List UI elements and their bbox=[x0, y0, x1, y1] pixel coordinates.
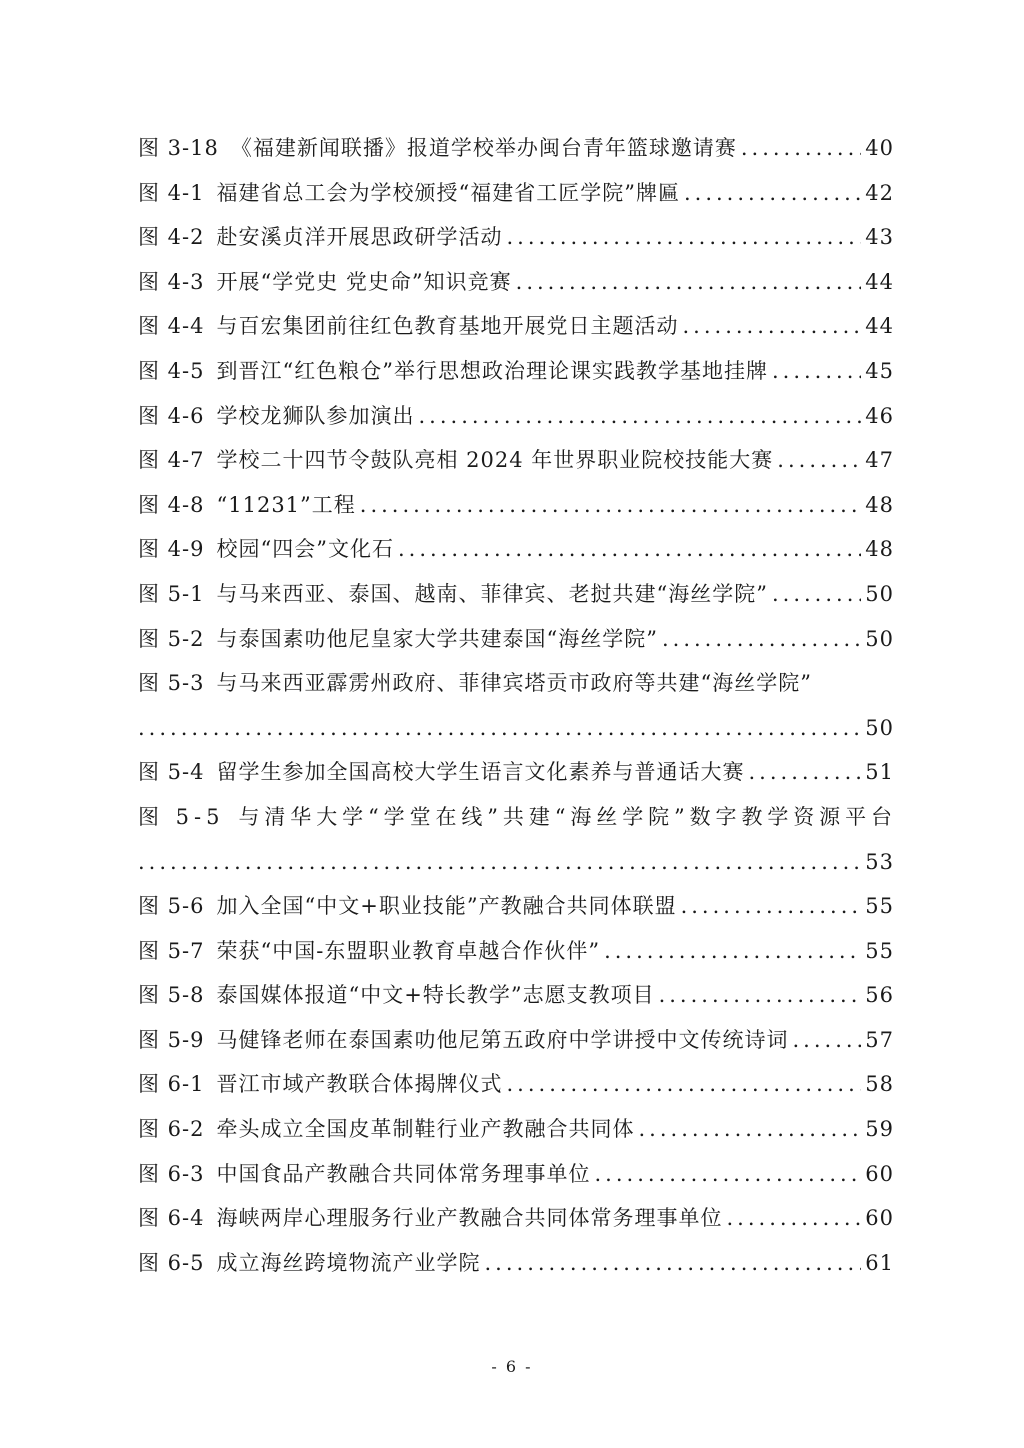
toc-entry[interactable] bbox=[138, 1152, 894, 1197]
toc-entry-continuation[interactable] bbox=[138, 840, 894, 885]
page-ref: 44 bbox=[865, 314, 894, 339]
toc-entry[interactable] bbox=[138, 617, 894, 662]
figure-label: 图 4-6 bbox=[138, 403, 205, 428]
toc-entry[interactable] bbox=[138, 884, 894, 929]
figure-title: 开展“学党史 党史命”知识竞赛 bbox=[216, 269, 512, 294]
figure-title: 海峡两岸心理服务行业产教融合共同体常务理事单位 bbox=[216, 1206, 723, 1231]
toc-entry[interactable] bbox=[138, 483, 894, 528]
page-ref: 55 bbox=[865, 938, 894, 963]
toc-entry[interactable] bbox=[138, 438, 894, 483]
figure-title: 马健锋老师在泰国素叻他尼第五政府中学讲授中文传统诗词 bbox=[216, 1027, 789, 1052]
toc-entry[interactable] bbox=[138, 661, 894, 706]
figure-title: 赴安溪贞洋开展思政研学活动 bbox=[216, 225, 503, 250]
figure-title: 中国食品产教融合共同体常务理事单位 bbox=[216, 1161, 591, 1186]
toc-entry[interactable] bbox=[138, 1018, 894, 1063]
figure-label: 图 4-9 bbox=[138, 537, 205, 562]
figure-title: 牵头成立全国皮革制鞋行业产教融合共同体 bbox=[216, 1117, 635, 1142]
figure-label: 图 4-4 bbox=[138, 314, 205, 339]
toc-entry[interactable] bbox=[138, 171, 894, 216]
page-ref: 61 bbox=[865, 1250, 894, 1275]
dot-leader bbox=[683, 304, 862, 349]
figure-title: 与马来西亚霹雳州政府、菲律宾塔贡市政府等共建“海丝学院” bbox=[216, 671, 812, 696]
dot-leader bbox=[662, 617, 861, 662]
toc-entry[interactable] bbox=[138, 929, 894, 974]
figure-title: 与泰国素叻他尼皇家大学共建泰国“海丝学院” bbox=[216, 626, 658, 651]
page-ref: 42 bbox=[865, 180, 894, 205]
page-ref: 48 bbox=[865, 492, 894, 517]
dot-leader bbox=[604, 929, 861, 974]
dot-leader bbox=[793, 1018, 862, 1063]
toc-entry[interactable] bbox=[138, 394, 894, 439]
toc-entry[interactable] bbox=[138, 1107, 894, 1152]
page-ref: 53 bbox=[865, 849, 894, 874]
figure-title: 留学生参加全国高校大学生语言文化素养与普通话大赛 bbox=[216, 760, 745, 785]
dot-leader bbox=[507, 215, 862, 260]
figure-title: 《福建新闻联播》报道学校举办闽台青年篮球邀请赛 bbox=[230, 136, 737, 160]
toc-entry[interactable] bbox=[138, 572, 894, 617]
figure-label: 图 5-1 bbox=[138, 581, 205, 606]
toc-entry[interactable] bbox=[138, 750, 894, 795]
page-ref: 43 bbox=[865, 225, 894, 250]
page-ref: 40 bbox=[865, 136, 894, 160]
figure-label: 图 4-5 bbox=[138, 358, 205, 383]
toc-entry[interactable] bbox=[138, 527, 894, 572]
page-ref: 45 bbox=[865, 358, 894, 383]
page-ref: 48 bbox=[865, 537, 894, 562]
figure-title: 成立海丝跨境物流产业学院 bbox=[216, 1250, 481, 1275]
toc-entry[interactable] bbox=[138, 215, 894, 260]
page-ref: 46 bbox=[865, 403, 894, 428]
figure-label: 图 5-6 bbox=[138, 894, 205, 919]
toc-entry[interactable] bbox=[138, 304, 894, 349]
table-of-figures bbox=[138, 126, 894, 1285]
figure-title: 学校龙狮队参加演出 bbox=[216, 403, 415, 428]
figure-label: 图 5-2 bbox=[138, 626, 205, 651]
figure-label: 图 4-7 bbox=[138, 448, 205, 473]
figure-title: 荣获“中国-东盟职业教育卓越合作伙伴” bbox=[216, 938, 601, 963]
figure-label: 图 5-8 bbox=[138, 983, 205, 1008]
figure-label: 图 4-2 bbox=[138, 225, 205, 250]
figure-label: 图 6-1 bbox=[138, 1072, 205, 1097]
figure-title: 泰国媒体报道“中文+特长教学”志愿支教项目 bbox=[216, 983, 655, 1008]
toc-entry[interactable] bbox=[138, 349, 894, 394]
figure-label: 图 6-4 bbox=[138, 1206, 205, 1231]
figure-label: 图 3-18 bbox=[138, 136, 219, 160]
page-ref: 60 bbox=[865, 1161, 894, 1186]
figure-title: 加入全国“中文+职业技能”产教融合共同体联盟 bbox=[216, 894, 677, 919]
figure-title: 与百宏集团前往红色教育基地开展党日主题活动 bbox=[216, 314, 679, 339]
toc-entry[interactable] bbox=[138, 1062, 894, 1107]
dot-leader bbox=[360, 483, 861, 528]
dot-leader bbox=[485, 1241, 862, 1286]
dot-leader bbox=[749, 750, 862, 795]
page-ref: 56 bbox=[865, 983, 894, 1008]
figure-title: 校园“四会”文化石 bbox=[216, 537, 394, 562]
dot-leader bbox=[659, 973, 862, 1018]
page-ref: 50 bbox=[865, 715, 894, 740]
figure-title: 晋江市域产教联合体揭牌仪式 bbox=[216, 1072, 503, 1097]
page-ref: 59 bbox=[865, 1117, 894, 1142]
dot-leader bbox=[777, 438, 861, 483]
toc-entry[interactable] bbox=[138, 973, 894, 1018]
dot-leader bbox=[595, 1152, 862, 1197]
page-ref: 60 bbox=[865, 1206, 894, 1231]
dot-leader bbox=[772, 349, 861, 394]
dot-leader bbox=[727, 1196, 862, 1241]
figure-label: 图 4-1 bbox=[138, 180, 205, 205]
figure-title: 福建省总工会为学校颁授“福建省工匠学院”牌匾 bbox=[216, 180, 680, 205]
figure-title: 与清华大学“学堂在线”共建“海丝学院”数字教学资源平台 bbox=[238, 804, 894, 829]
dot-leader bbox=[138, 840, 861, 885]
figure-title: “11231”工程 bbox=[216, 492, 356, 517]
figure-label: 图 6-5 bbox=[138, 1250, 205, 1275]
dot-leader bbox=[741, 126, 861, 171]
page-ref: 58 bbox=[865, 1072, 894, 1097]
figure-title: 与马来西亚、泰国、越南、菲律宾、老挝共建“海丝学院” bbox=[216, 581, 768, 606]
figure-label: 图 6-2 bbox=[138, 1117, 205, 1142]
page-ref: 57 bbox=[865, 1027, 894, 1052]
figure-label: 图 6-3 bbox=[138, 1161, 205, 1186]
dot-leader bbox=[419, 394, 862, 439]
figure-title: 到晋江“红色粮仓”举行思想政治理论课实践教学基地挂牌 bbox=[216, 358, 768, 383]
figure-label: 图 5-7 bbox=[138, 938, 205, 963]
dot-leader bbox=[516, 260, 862, 305]
toc-entry[interactable] bbox=[138, 1241, 894, 1286]
figure-label: 图 4-3 bbox=[138, 269, 205, 294]
dot-leader bbox=[138, 706, 861, 751]
page-ref: 47 bbox=[865, 448, 894, 473]
page-number: - 6 - bbox=[491, 1357, 533, 1376]
figure-title: 学校二十四节令鼓队亮相 2024 年世界职业院校技能大赛 bbox=[216, 448, 774, 473]
toc-entry-continuation[interactable] bbox=[138, 706, 894, 751]
dot-leader bbox=[772, 572, 861, 617]
dot-leader bbox=[684, 171, 861, 216]
page-ref: 50 bbox=[865, 581, 894, 606]
toc-entry[interactable] bbox=[138, 795, 894, 840]
page-ref: 44 bbox=[865, 269, 894, 294]
figure-label: 图 5-5 bbox=[138, 804, 225, 829]
figure-label: 图 4-8 bbox=[138, 492, 205, 517]
page-ref: 55 bbox=[865, 894, 894, 919]
dot-leader bbox=[639, 1107, 862, 1152]
page-ref: 51 bbox=[865, 760, 894, 785]
dot-leader bbox=[398, 527, 861, 572]
figure-label: 图 5-9 bbox=[138, 1027, 205, 1052]
dot-leader bbox=[507, 1062, 862, 1107]
figure-label: 图 5-4 bbox=[138, 760, 205, 785]
page-ref: 50 bbox=[865, 626, 894, 651]
toc-entry[interactable] bbox=[138, 1196, 894, 1241]
figure-label: 图 5-3 bbox=[138, 671, 205, 696]
toc-entry[interactable] bbox=[138, 126, 894, 171]
dot-leader bbox=[681, 884, 862, 929]
toc-entry[interactable] bbox=[138, 260, 894, 305]
